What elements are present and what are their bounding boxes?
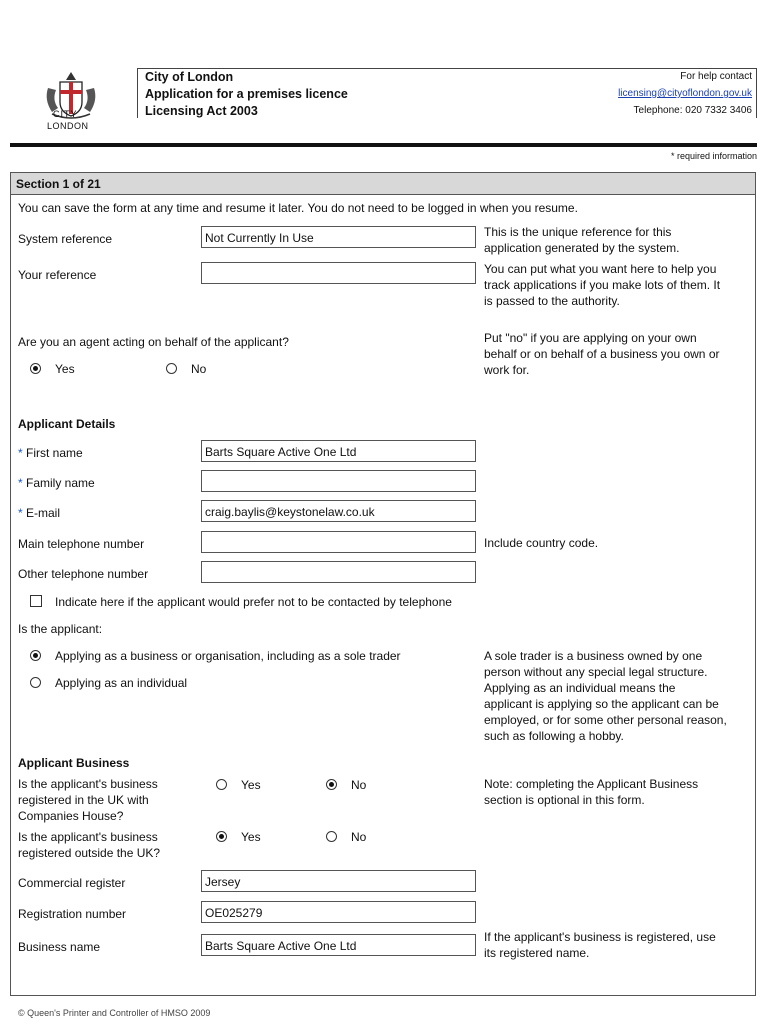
applicant-type-business-radio[interactable] [30, 650, 41, 661]
uk-registered-question: Is the applicant's business registered in the UK with Companies House? [18, 777, 158, 823]
agent-yes-label: Yes [55, 362, 75, 376]
required-mark: * [18, 446, 23, 460]
first-name-field[interactable]: Barts Square Active One Ltd [201, 440, 476, 462]
applicant-type-business-label: Applying as a business or organisation, including as a sole trader [55, 649, 401, 663]
main-phone-field[interactable] [201, 531, 476, 553]
family-name-field[interactable] [201, 470, 476, 492]
help-email-link[interactable]: licensing@cityoflondon.gov.uk [618, 88, 752, 99]
outside-uk-yes-radio[interactable] [216, 831, 227, 842]
business-optional-note: Note: completing the Applicant Business section is optional in this form. [484, 777, 699, 807]
logo-text-london: LONDON [47, 121, 89, 131]
help-label: For help contact [680, 71, 752, 82]
required-note: * required information [670, 151, 757, 161]
outside-uk-no-radio[interactable] [326, 831, 337, 842]
business-name-label: Business name [18, 940, 101, 954]
required-mark: * [18, 476, 23, 490]
logo-text-city: CITY [53, 109, 78, 119]
header-divider [10, 143, 757, 147]
uk-registered-yes-label: Yes [241, 778, 261, 792]
main-phone-note: Include country code. [484, 536, 599, 550]
registration-number-field[interactable]: OE025279 [201, 901, 476, 923]
your-reference-note: You can put what you want here to help you track applications if you make lots of them. It is passed to the authority. [484, 262, 721, 308]
no-telephone-contact-checkbox[interactable] [30, 595, 42, 607]
applicant-type-note: A sole trader is a business owned by one person without any special legal structure. Applying as an individual means the applicant is applying so the applicant can be employed, or for some other personal reason, such as following a hobby. [484, 649, 727, 743]
help-phone: Telephone: 020 7332 3406 [633, 105, 752, 116]
section-header: Section 1 of 21 [10, 172, 756, 195]
first-name-label: * First name [18, 446, 83, 460]
outside-uk-question: Is the applicant's business registered outside the UK? [18, 830, 161, 860]
family-name-label: * Family name [18, 476, 95, 490]
uk-registered-no-radio[interactable] [326, 779, 337, 790]
outside-uk-no-label: No [351, 830, 367, 844]
other-phone-field[interactable] [201, 561, 476, 583]
agent-no-radio[interactable] [166, 363, 177, 374]
system-reference-label: System reference [18, 232, 113, 246]
main-phone-label: Main telephone number [18, 537, 145, 551]
applicant-type-question: Is the applicant: [18, 622, 103, 636]
other-phone-label: Other telephone number [18, 567, 149, 581]
commercial-register-label: Commercial register [18, 876, 126, 890]
agent-question: Are you an agent acting on behalf of the applicant? [18, 335, 289, 349]
system-reference-field[interactable]: Not Currently In Use [201, 226, 476, 248]
no-telephone-contact-label: Indicate here if the applicant would prefer not to be contacted by telephone [55, 595, 452, 609]
email-field[interactable]: craig.baylis@keystonelaw.co.uk [201, 500, 476, 522]
uk-registered-no-label: No [351, 778, 367, 792]
your-reference-field[interactable] [201, 262, 476, 284]
business-name-note: If the applicant's business is registered, use its registered name. [484, 930, 716, 960]
your-reference-label: Your reference [18, 268, 97, 282]
agent-note: Put "no" if you are applying on your own behalf or on behalf of a business you own or work for. [484, 331, 720, 377]
required-mark: * [18, 506, 23, 520]
applicant-details-heading: Applicant Details [18, 417, 116, 431]
business-name-field[interactable]: Barts Square Active One Ltd [201, 934, 476, 956]
outside-uk-yes-label: Yes [241, 830, 261, 844]
applicant-type-individual-radio[interactable] [30, 677, 41, 688]
agent-yes-radio[interactable] [30, 363, 41, 374]
email-label: * E-mail [18, 506, 61, 520]
applicant-business-heading: Applicant Business [18, 756, 130, 770]
registration-number-label: Registration number [18, 907, 127, 921]
section-intro: You can save the form at any time and resume it later. You do not need to be logged in when you resume. [18, 201, 578, 215]
commercial-register-field[interactable]: Jersey [201, 870, 476, 892]
agent-no-label: No [191, 362, 207, 376]
uk-registered-yes-radio[interactable] [216, 779, 227, 790]
system-reference-note: This is the unique reference for this application generated by the system. [484, 225, 680, 255]
copyright-footer: © Queen's Printer and Controller of HMSO 2009 [18, 1008, 211, 1018]
applicant-type-individual-label: Applying as an individual [55, 676, 188, 690]
act-name: Licensing Act 2003 [145, 104, 258, 118]
form-title: Application for a premises licence [145, 87, 348, 101]
org-name: City of London [145, 70, 234, 84]
